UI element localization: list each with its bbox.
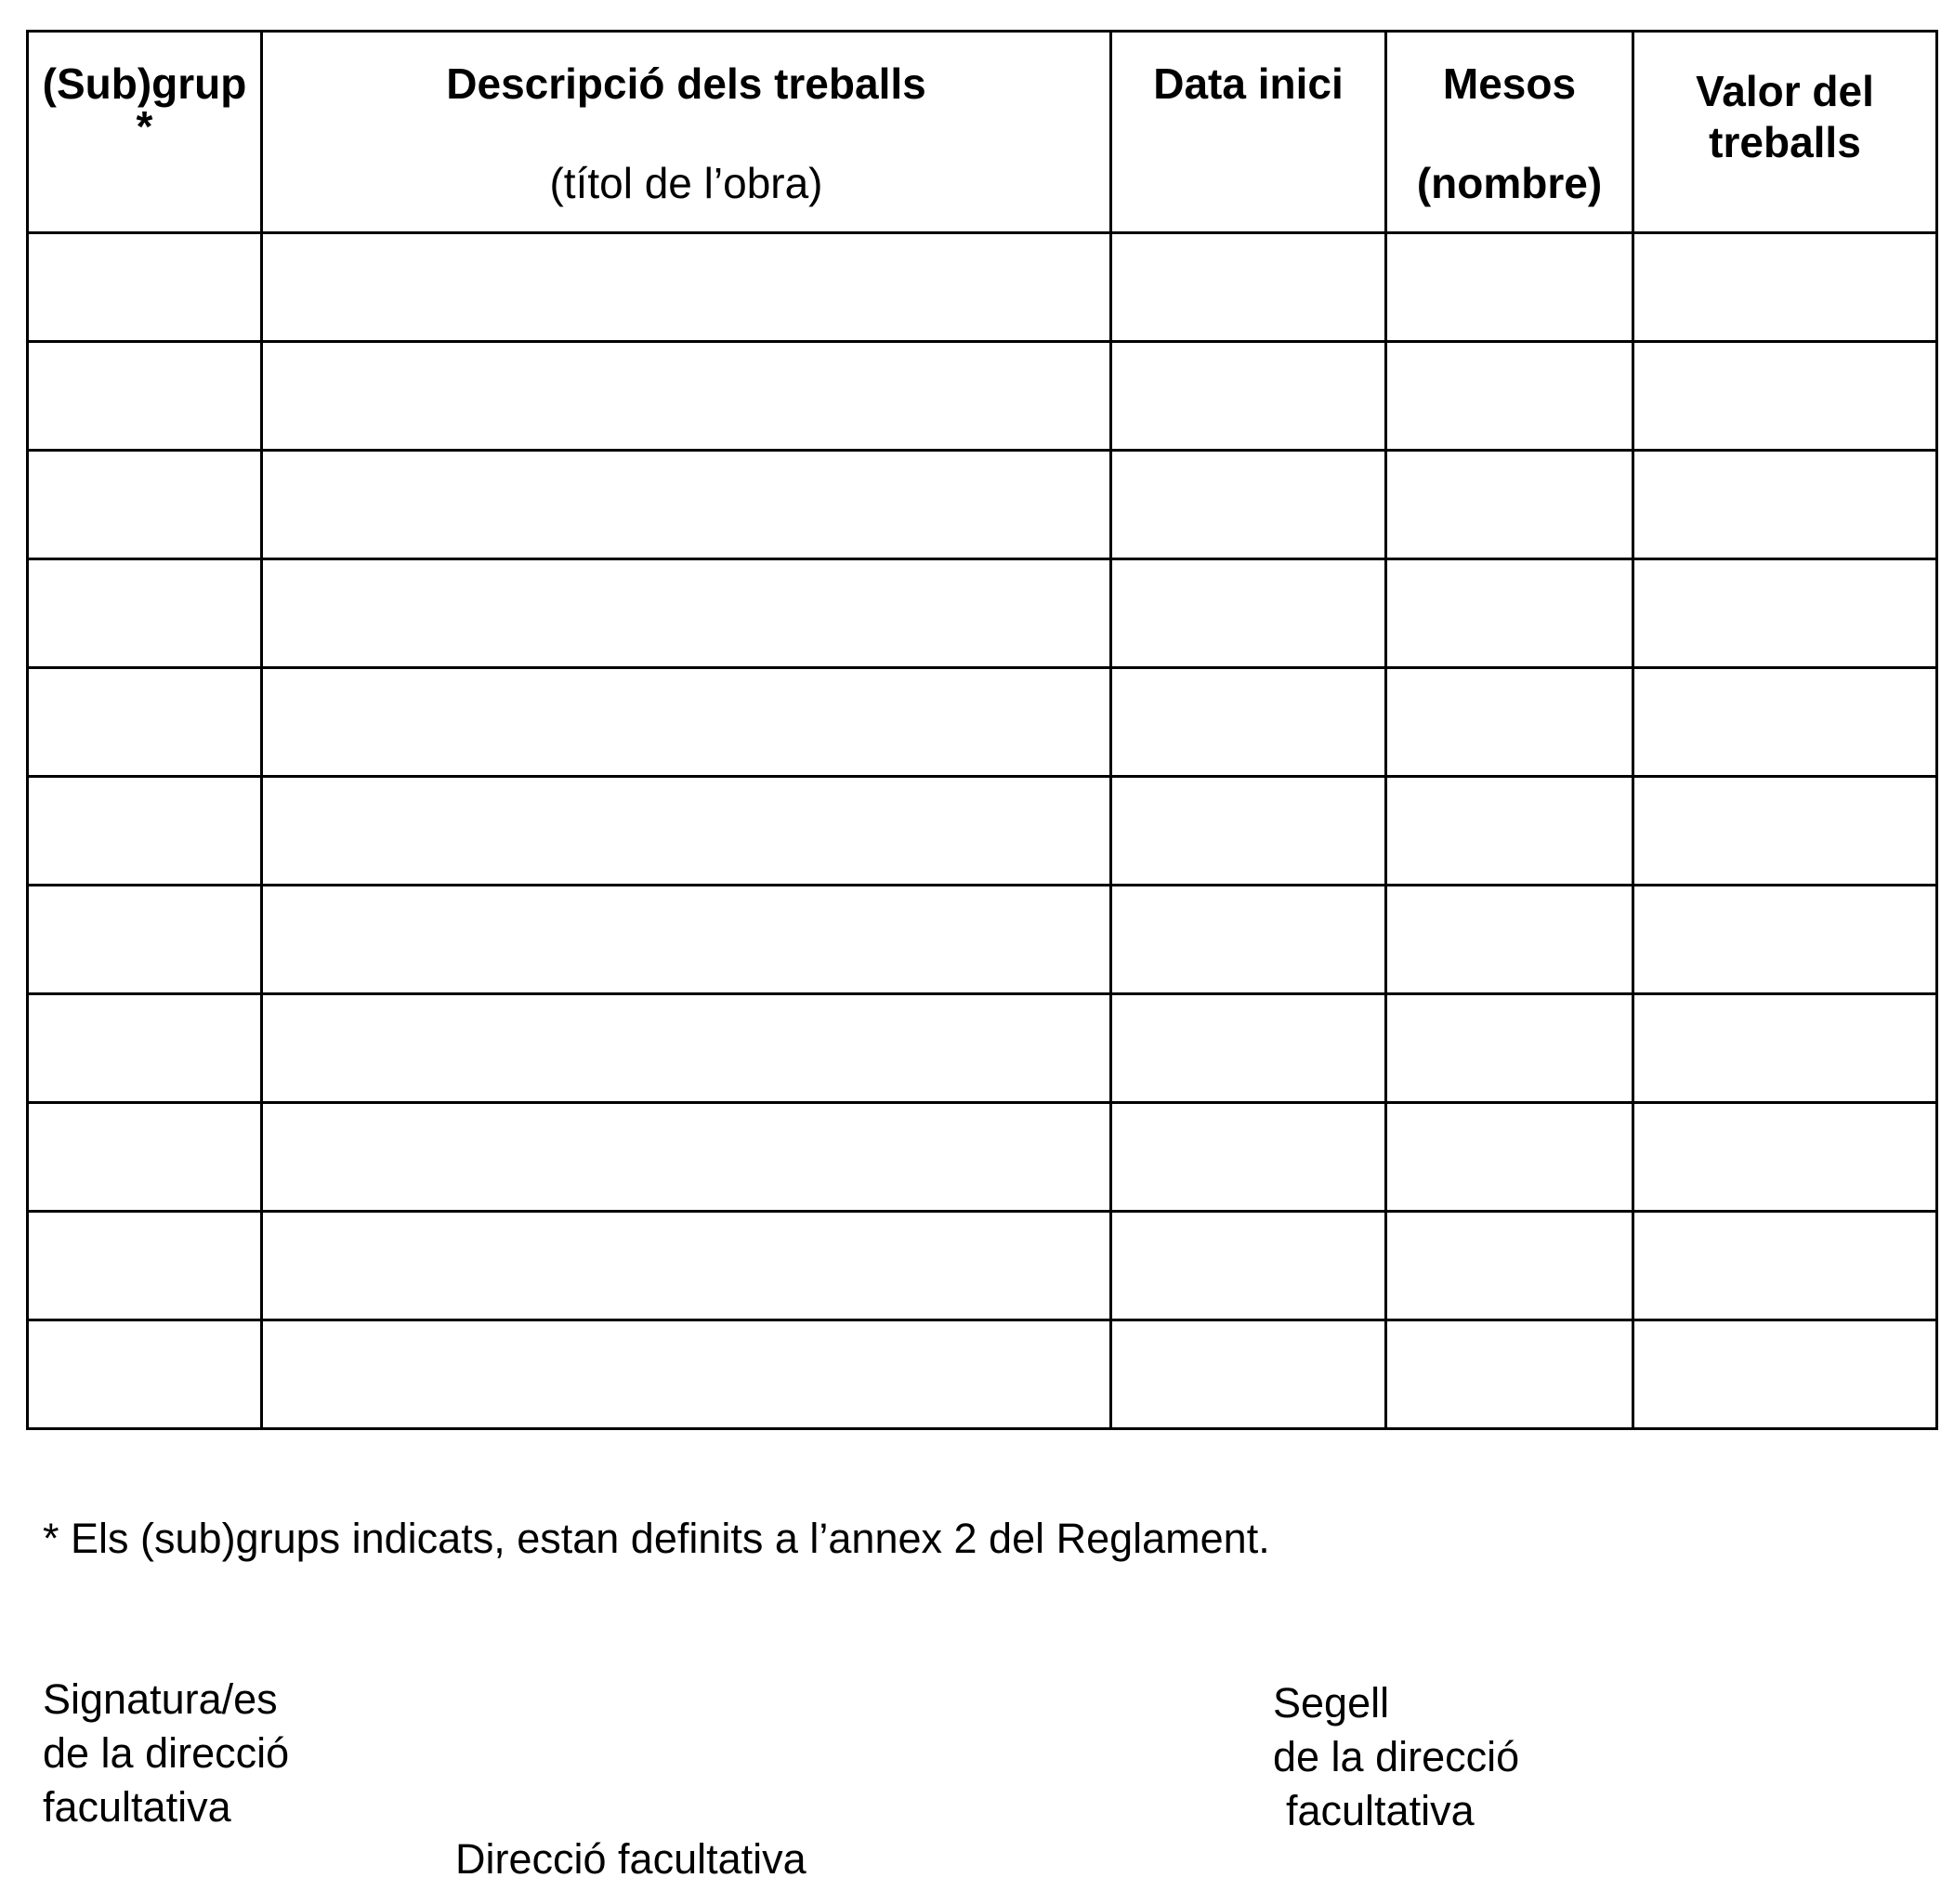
- cell-subgrup[interactable]: [28, 1212, 262, 1320]
- cell-valor[interactable]: [1633, 1320, 1937, 1429]
- footnote: * Els (sub)grups indicats, estan definits a l’annex 2 del Reglament.: [43, 1515, 1270, 1562]
- header-mesos: [1386, 32, 1633, 233]
- cell-data-inici[interactable]: [1111, 342, 1386, 451]
- header-mesos-label: Mesos: [1442, 59, 1577, 108]
- signature-block: [43, 1673, 289, 1834]
- direccio-facultativa-label: Direcció facultativa: [455, 1835, 807, 1883]
- header-data-inici: [1111, 32, 1386, 233]
- signature-line-1: Signatura/es: [43, 1675, 278, 1723]
- cell-mesos[interactable]: [1386, 1320, 1633, 1429]
- cell-data-inici[interactable]: [1111, 777, 1386, 886]
- cell-descripcio[interactable]: [262, 1212, 1111, 1320]
- cell-valor[interactable]: [1633, 668, 1937, 777]
- cell-subgrup[interactable]: [28, 777, 262, 886]
- stamp-line-1: Segell: [1273, 1679, 1390, 1727]
- cell-mesos[interactable]: [1386, 668, 1633, 777]
- stamp-line-3: facultativa: [1286, 1787, 1475, 1834]
- cell-valor[interactable]: [1633, 233, 1937, 342]
- cell-descripcio[interactable]: [262, 342, 1111, 451]
- cell-descripcio[interactable]: [262, 233, 1111, 342]
- table-row: [28, 994, 1937, 1103]
- table-row: [28, 1320, 1937, 1429]
- cell-subgrup[interactable]: [28, 233, 262, 342]
- cell-subgrup[interactable]: [28, 342, 262, 451]
- table-row: [28, 668, 1937, 777]
- table-row: [28, 1103, 1937, 1212]
- cell-descripcio[interactable]: [262, 886, 1111, 994]
- cell-descripcio[interactable]: [262, 994, 1111, 1103]
- cell-descripcio[interactable]: [262, 1320, 1111, 1429]
- cell-descripcio[interactable]: [262, 668, 1111, 777]
- cell-mesos[interactable]: [1386, 233, 1633, 342]
- table-row: [28, 451, 1937, 559]
- cell-subgrup[interactable]: [28, 994, 262, 1103]
- table-header-row: [28, 32, 1937, 233]
- cell-valor[interactable]: [1633, 451, 1937, 559]
- table-row: [28, 1212, 1937, 1320]
- cell-data-inici[interactable]: [1111, 1212, 1386, 1320]
- cell-mesos[interactable]: [1386, 1103, 1633, 1212]
- cell-valor[interactable]: [1633, 1212, 1937, 1320]
- cell-descripcio[interactable]: [262, 559, 1111, 668]
- cell-valor[interactable]: [1633, 1103, 1937, 1212]
- signature-line-3: facultativa: [43, 1783, 231, 1831]
- header-data-inici-label: Data inici: [1153, 59, 1344, 108]
- cell-data-inici[interactable]: [1111, 668, 1386, 777]
- table-body: [28, 233, 1937, 1429]
- cell-mesos[interactable]: [1386, 342, 1633, 451]
- cell-data-inici[interactable]: [1111, 451, 1386, 559]
- stamp-block: [1273, 1676, 1519, 1838]
- cell-mesos[interactable]: [1386, 451, 1633, 559]
- cell-mesos[interactable]: [1386, 559, 1633, 668]
- header-descripcio-sublabel: (títol de l’obra): [549, 159, 823, 208]
- cell-subgrup[interactable]: [28, 559, 262, 668]
- cell-mesos[interactable]: [1386, 886, 1633, 994]
- table-row: [28, 886, 1937, 994]
- table-row: [28, 233, 1937, 342]
- cell-valor[interactable]: [1633, 994, 1937, 1103]
- cell-mesos[interactable]: [1386, 1212, 1633, 1320]
- cell-valor[interactable]: [1633, 886, 1937, 994]
- header-descripcio: [262, 32, 1111, 233]
- table-row: [28, 559, 1937, 668]
- cell-mesos[interactable]: [1386, 994, 1633, 1103]
- cell-valor[interactable]: [1633, 777, 1937, 886]
- header-subgrup: [28, 32, 262, 233]
- header-subgrup-label: (Sub)grup: [42, 59, 247, 108]
- cell-data-inici[interactable]: [1111, 886, 1386, 994]
- cell-subgrup[interactable]: [28, 1320, 262, 1429]
- stamp-line-2: de la direcció: [1273, 1733, 1520, 1780]
- cell-mesos[interactable]: [1386, 777, 1633, 886]
- cell-data-inici[interactable]: [1111, 559, 1386, 668]
- table-row: [28, 342, 1937, 451]
- cell-subgrup[interactable]: [28, 451, 262, 559]
- header-subgrup-asterisk: *: [136, 102, 153, 151]
- cell-data-inici[interactable]: [1111, 1103, 1386, 1212]
- cell-data-inici[interactable]: [1111, 1320, 1386, 1429]
- header-mesos-sublabel: (nombre): [1416, 159, 1603, 208]
- cell-descripcio[interactable]: [262, 1103, 1111, 1212]
- header-valor: [1633, 32, 1937, 233]
- works-table: [26, 30, 1938, 1430]
- table-row: [28, 777, 1937, 886]
- header-descripcio-label: Descripció dels treballs: [446, 59, 926, 108]
- cell-subgrup[interactable]: [28, 1103, 262, 1212]
- signature-line-2: de la direcció: [43, 1729, 290, 1777]
- cell-data-inici[interactable]: [1111, 233, 1386, 342]
- cell-data-inici[interactable]: [1111, 994, 1386, 1103]
- header-valor-label-2: treballs: [1709, 118, 1861, 167]
- cell-descripcio[interactable]: [262, 777, 1111, 886]
- cell-valor[interactable]: [1633, 342, 1937, 451]
- cell-descripcio[interactable]: [262, 451, 1111, 559]
- cell-subgrup[interactable]: [28, 668, 262, 777]
- header-valor-label-1: Valor del: [1696, 67, 1874, 115]
- cell-valor[interactable]: [1633, 559, 1937, 668]
- cell-subgrup[interactable]: [28, 886, 262, 994]
